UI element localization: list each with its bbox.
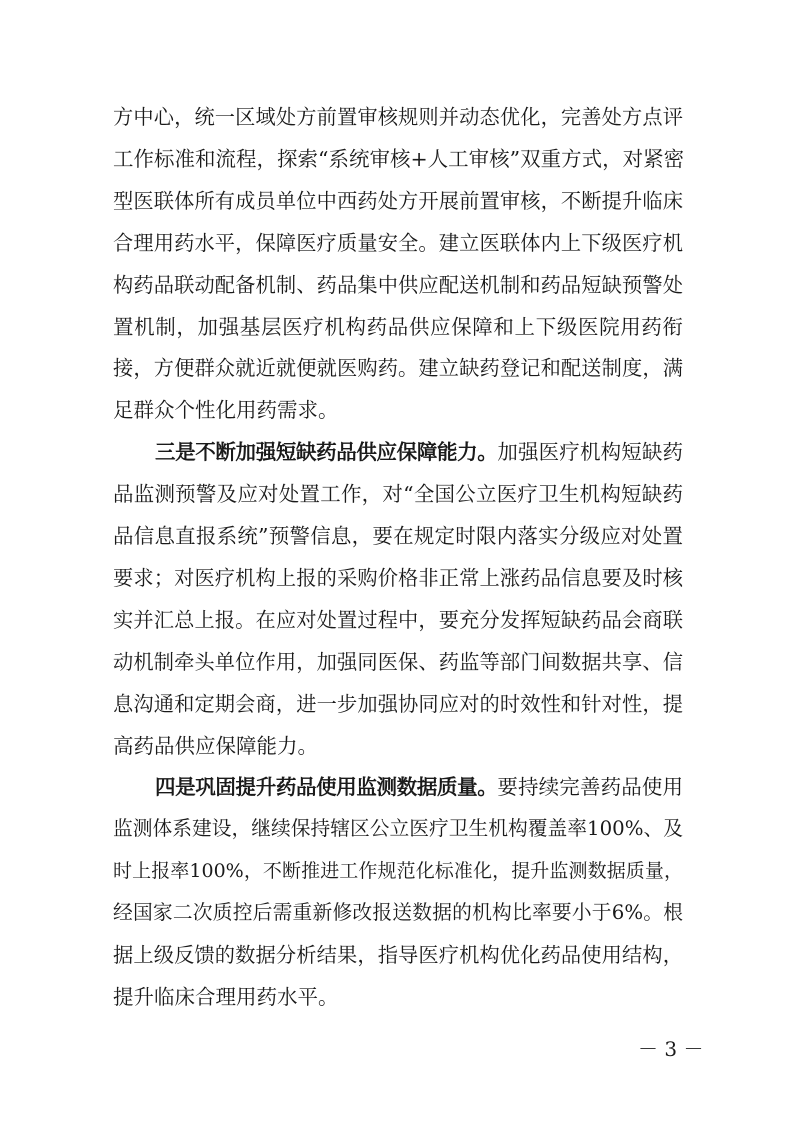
- paragraph-1-line-3: 型医联体所有成员单位中西药处方开展前置审核，不断提升临床: [113, 189, 683, 213]
- paragraph-1-line-6: 置机制，加强基层医疗机构药品供应保障和上下级医院用药衔: [113, 315, 683, 339]
- paragraph-1-line-7: 接，方便群众就近就便就医购药。建立缺药登记和配送制度，满: [113, 356, 683, 380]
- paragraph-3-line-5: 据上级反馈的数据分析结果，指导医疗机构优化药品使用结构，: [113, 943, 683, 967]
- paragraph-2-line-3: 品信息直报系统”预警信息，要在规定时限内落实分级应对处置: [113, 524, 683, 548]
- page-number: － 3 －: [638, 1037, 704, 1061]
- paragraph-3-first-line-text: 要持续完善药品使用: [497, 775, 684, 799]
- paragraph-1-line-2: 工作标准和流程，探索“系统审核+人工审核”双重方式，对紧密: [113, 147, 685, 171]
- paragraph-3-line-2: 监测体系建设，继续保持辖区公立医疗卫生机构覆盖率100%、及: [113, 817, 683, 840]
- paragraph-2-first-line-text: 加强医疗机构短缺药: [497, 440, 684, 464]
- paragraph-2-line-7: 息沟通和定期会商，进一步加强协同应对的时效性和针对性，提: [113, 692, 683, 716]
- paragraph-2-first-line: [155, 435, 683, 469]
- paragraph-3-first-line: [155, 770, 683, 804]
- paragraph-2-line-5: 实并汇总上报。在应对处置过程中，要充分发挥短缺药品会商联: [113, 608, 683, 632]
- paragraph-1-line-5: 构药品联动配备机制、药品集中供应配送机制和药品短缺预警处: [113, 273, 683, 297]
- paragraph-2-heading: 三是不断加强短缺药品供应保障能力。: [155, 440, 498, 464]
- paragraph-3-heading: 四是巩固提升药品使用监测数据质量。: [155, 775, 498, 799]
- paragraph-2-line-8: 高药品供应保障能力。: [113, 734, 318, 758]
- paragraph-1-line-1: 方中心，统一区域处方前置审核规则并动态优化，完善处方点评: [113, 105, 683, 129]
- paragraph-2-line-6: 动机制牵头单位作用，加强同医保、药监等部门间数据共享、信: [113, 650, 683, 674]
- paragraph-1-line-4: 合理用药水平，保障医疗质量安全。建立医联体内上下级医疗机: [113, 231, 683, 255]
- paragraph-2-line-2: 品监测预警及应对处置工作，对“全国公立医疗卫生机构短缺药: [113, 482, 683, 506]
- paragraph-1-line-8: 足群众个性化用药需求。: [113, 398, 339, 422]
- paragraph-3-line-6: 提升临床合理用药水平。: [113, 985, 339, 1009]
- paragraph-2-line-4: 要求；对医疗机构上报的采购价格非正常上涨药品信息要及时核: [113, 566, 683, 590]
- paragraph-3-line-4: 经国家二次质控后需重新修改报送数据的机构比率要小于6%。根: [113, 901, 683, 924]
- paragraph-3-line-3: 时上报率100%，不断推进工作规范化标准化，提升监测数据质量，: [113, 860, 683, 882]
